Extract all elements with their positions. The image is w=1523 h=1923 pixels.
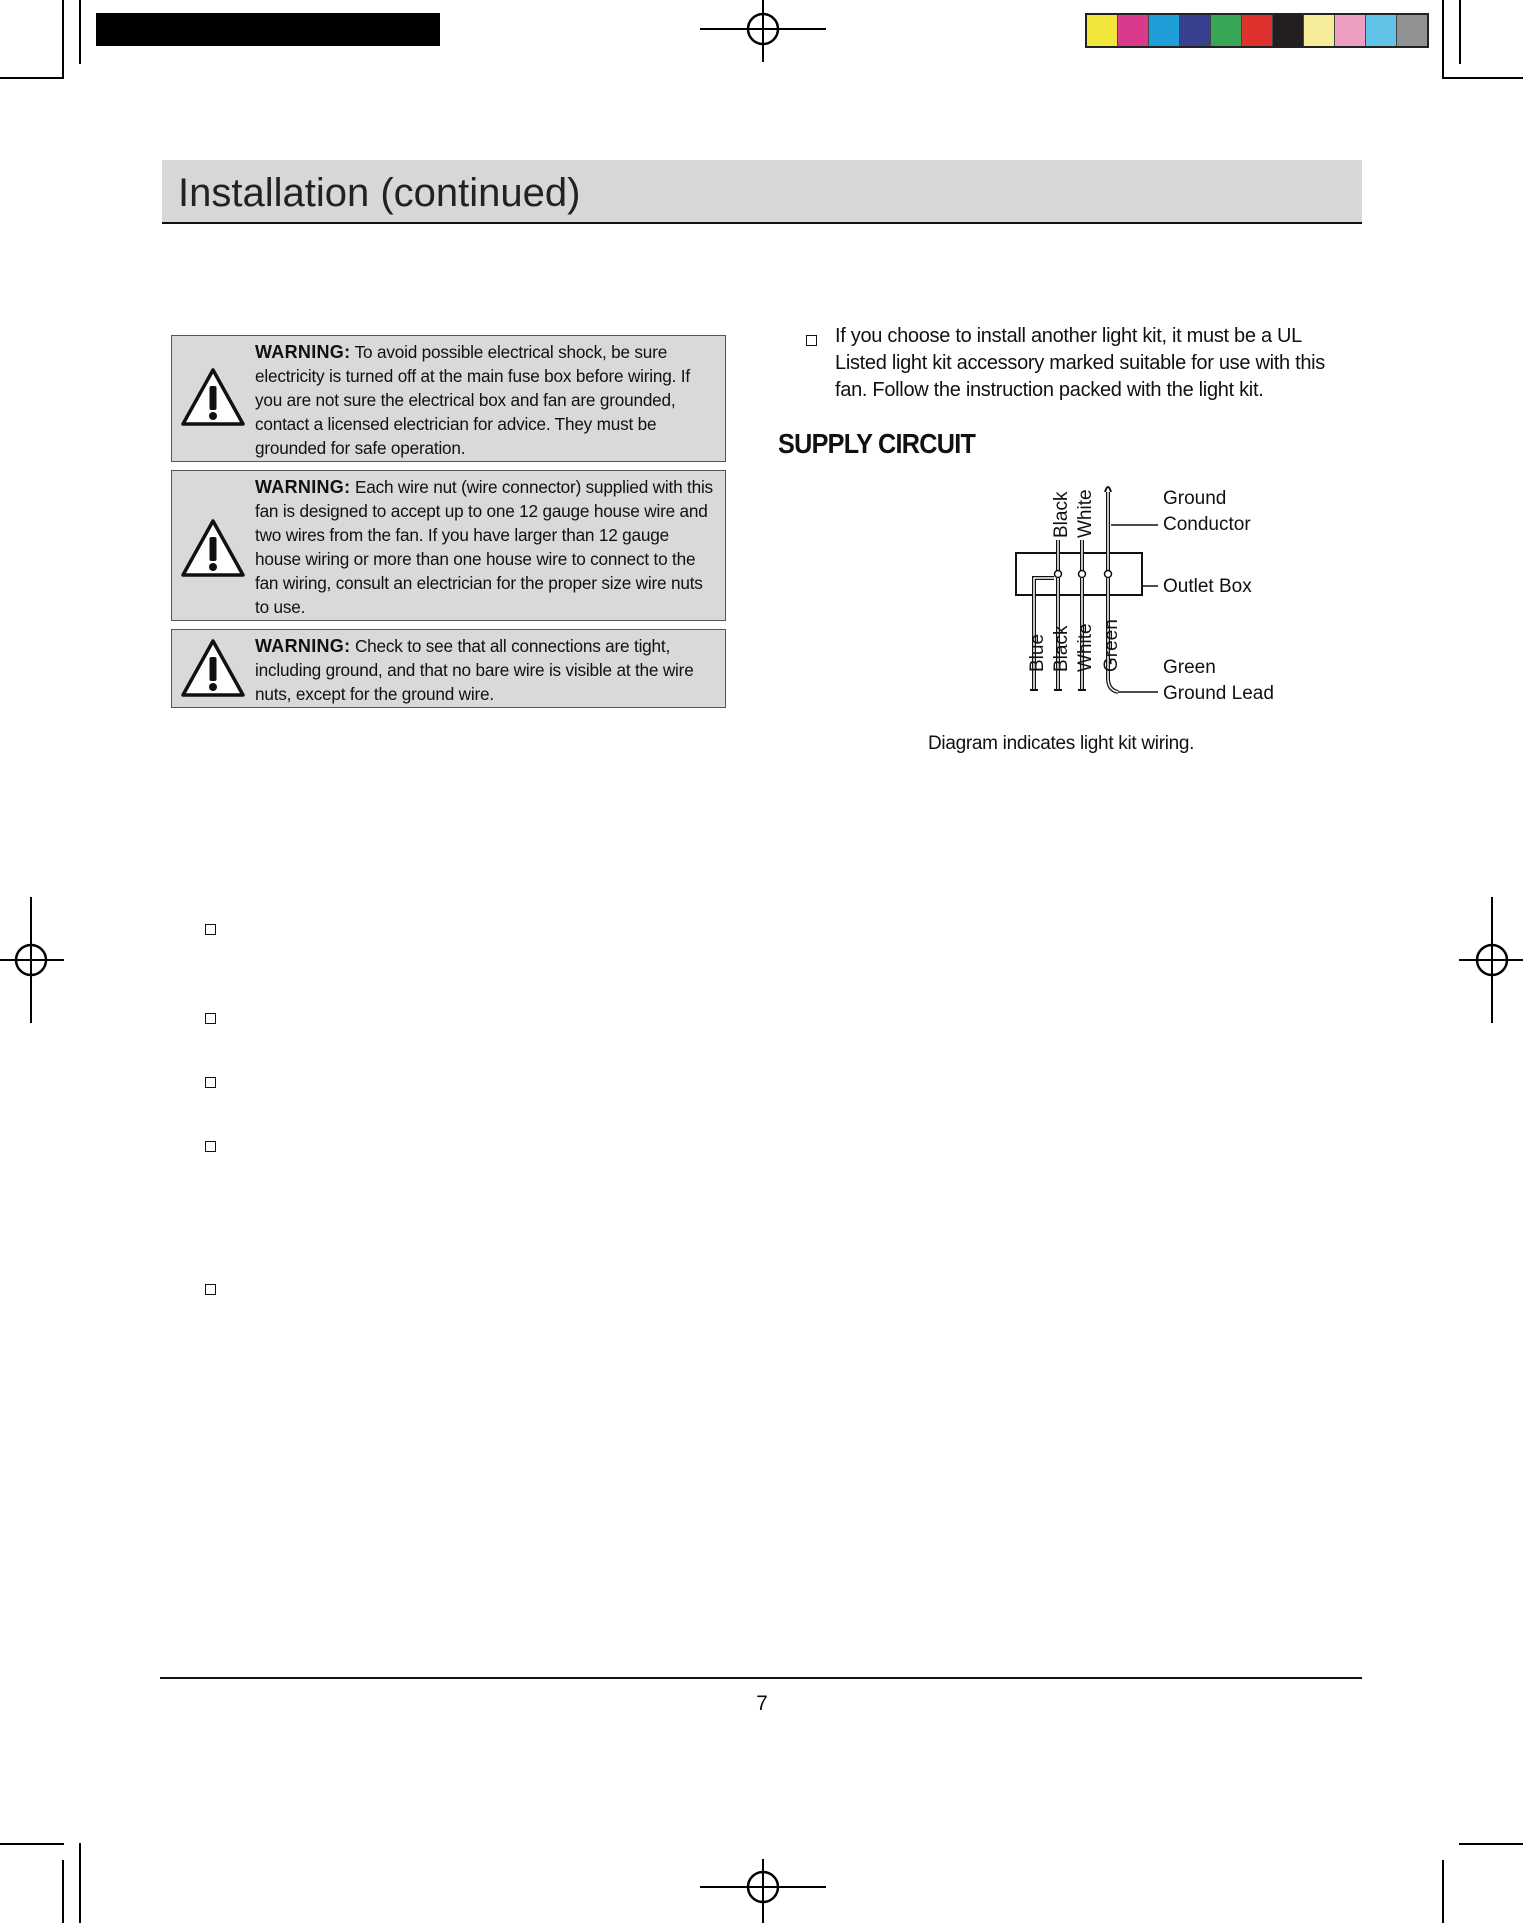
wire-label-top-white: White [1075, 489, 1096, 538]
crop-mark [1459, 0, 1461, 64]
crop-mark [1442, 77, 1523, 79]
ground-conductor-label: Ground [1163, 488, 1227, 509]
wire-label-bottom-black: Black [1051, 625, 1072, 672]
color-swatch [1211, 15, 1242, 46]
checkbox-bullet [205, 924, 216, 935]
checkbox-bullet [205, 1077, 216, 1088]
section-header [162, 160, 1362, 224]
registration-target-icon [0, 897, 64, 1023]
crop-mark [62, 0, 64, 79]
warning-label: WARNING: [255, 342, 351, 362]
warning-icon [178, 635, 248, 705]
color-swatch [1180, 15, 1211, 46]
registration-target-icon [700, 1859, 826, 1923]
warning-text [255, 634, 719, 706]
crop-mark [79, 0, 81, 64]
wire-label-green: Green [1101, 619, 1122, 672]
page-title: Installation (continued) [178, 171, 581, 215]
color-swatch [1087, 15, 1118, 46]
color-registration-bar [1085, 13, 1429, 48]
warning-icon [178, 364, 248, 434]
color-swatch [1118, 15, 1149, 46]
wire-label-top-black: Black [1051, 491, 1072, 538]
printer-black-bar [96, 13, 440, 46]
checkbox-bullet [205, 1013, 216, 1024]
warning-label: WARNING: [255, 636, 351, 656]
wire-label-blue: Blue [1027, 633, 1048, 672]
light-kit-instruction: If you choose to install another light kit, it must be a UL Listed light kit accessory marked suitable for use with this fan. Follow the instruction packed with the light kit. [835, 325, 1325, 401]
green-ground-lead-label: Ground Lead [1163, 683, 1274, 704]
green-ground-lead-label: Green [1163, 657, 1216, 678]
footer-rule [160, 1677, 1362, 1679]
crop-mark [0, 77, 64, 79]
crop-mark [0, 1843, 64, 1845]
color-swatch [1149, 15, 1180, 46]
diagram-caption: Diagram indicates light kit wiring. [928, 733, 1195, 754]
registration-target-icon [1459, 897, 1523, 1023]
warning-text [255, 475, 719, 619]
crop-mark [1442, 1860, 1444, 1923]
crop-mark [1442, 0, 1444, 79]
warning-body: To avoid possible electrical shock, be sure electricity is turned off at the main fuse box before wiring. If you are not sure the electrical box and fan are grounded, contact a licensed electrician for advice. They must be grounded for safe operation. [255, 342, 690, 458]
color-swatch [1304, 15, 1335, 46]
crop-mark [62, 1860, 64, 1923]
outlet-box-label: Outlet Box [1163, 576, 1252, 597]
checkbox-bullet [205, 1284, 216, 1295]
supply-circuit-diagram [1010, 470, 1310, 710]
page-number: 7 [756, 1692, 768, 1715]
color-swatch [1366, 15, 1397, 46]
color-swatch [1242, 15, 1273, 46]
ground-conductor-label: Conductor [1163, 514, 1251, 535]
warning-box [171, 629, 726, 708]
registration-target-icon [700, 0, 826, 62]
color-swatch [1335, 15, 1366, 46]
checkbox-bullet [205, 1141, 216, 1152]
color-swatch [1273, 15, 1304, 46]
checkbox-bullet [806, 335, 817, 346]
wire-label-bottom-white: White [1075, 623, 1096, 672]
supply-circuit-heading: SUPPLY CIRCUIT [778, 428, 976, 459]
warning-body: Each wire nut (wire connector) supplied with this fan is designed to accept up to one 12 gauge house wire and two wires from the fan. If you have larger than 12 gauge house wiring or more than one house wire to connect to the fan wiring, consult an electrician for the proper size wire nuts to use. [255, 477, 713, 617]
crop-mark [79, 1843, 81, 1923]
warning-icon [178, 515, 248, 585]
crop-mark [1459, 1843, 1523, 1845]
warning-body: Check to see that all connections are tight, including ground, and that no bare wire is visible at the wire nuts, except for the ground wire. [255, 636, 694, 704]
warning-label: WARNING: [255, 477, 351, 497]
warning-box [171, 470, 726, 621]
warning-box [171, 335, 726, 462]
color-swatch [1397, 15, 1427, 46]
warning-text [255, 340, 719, 460]
